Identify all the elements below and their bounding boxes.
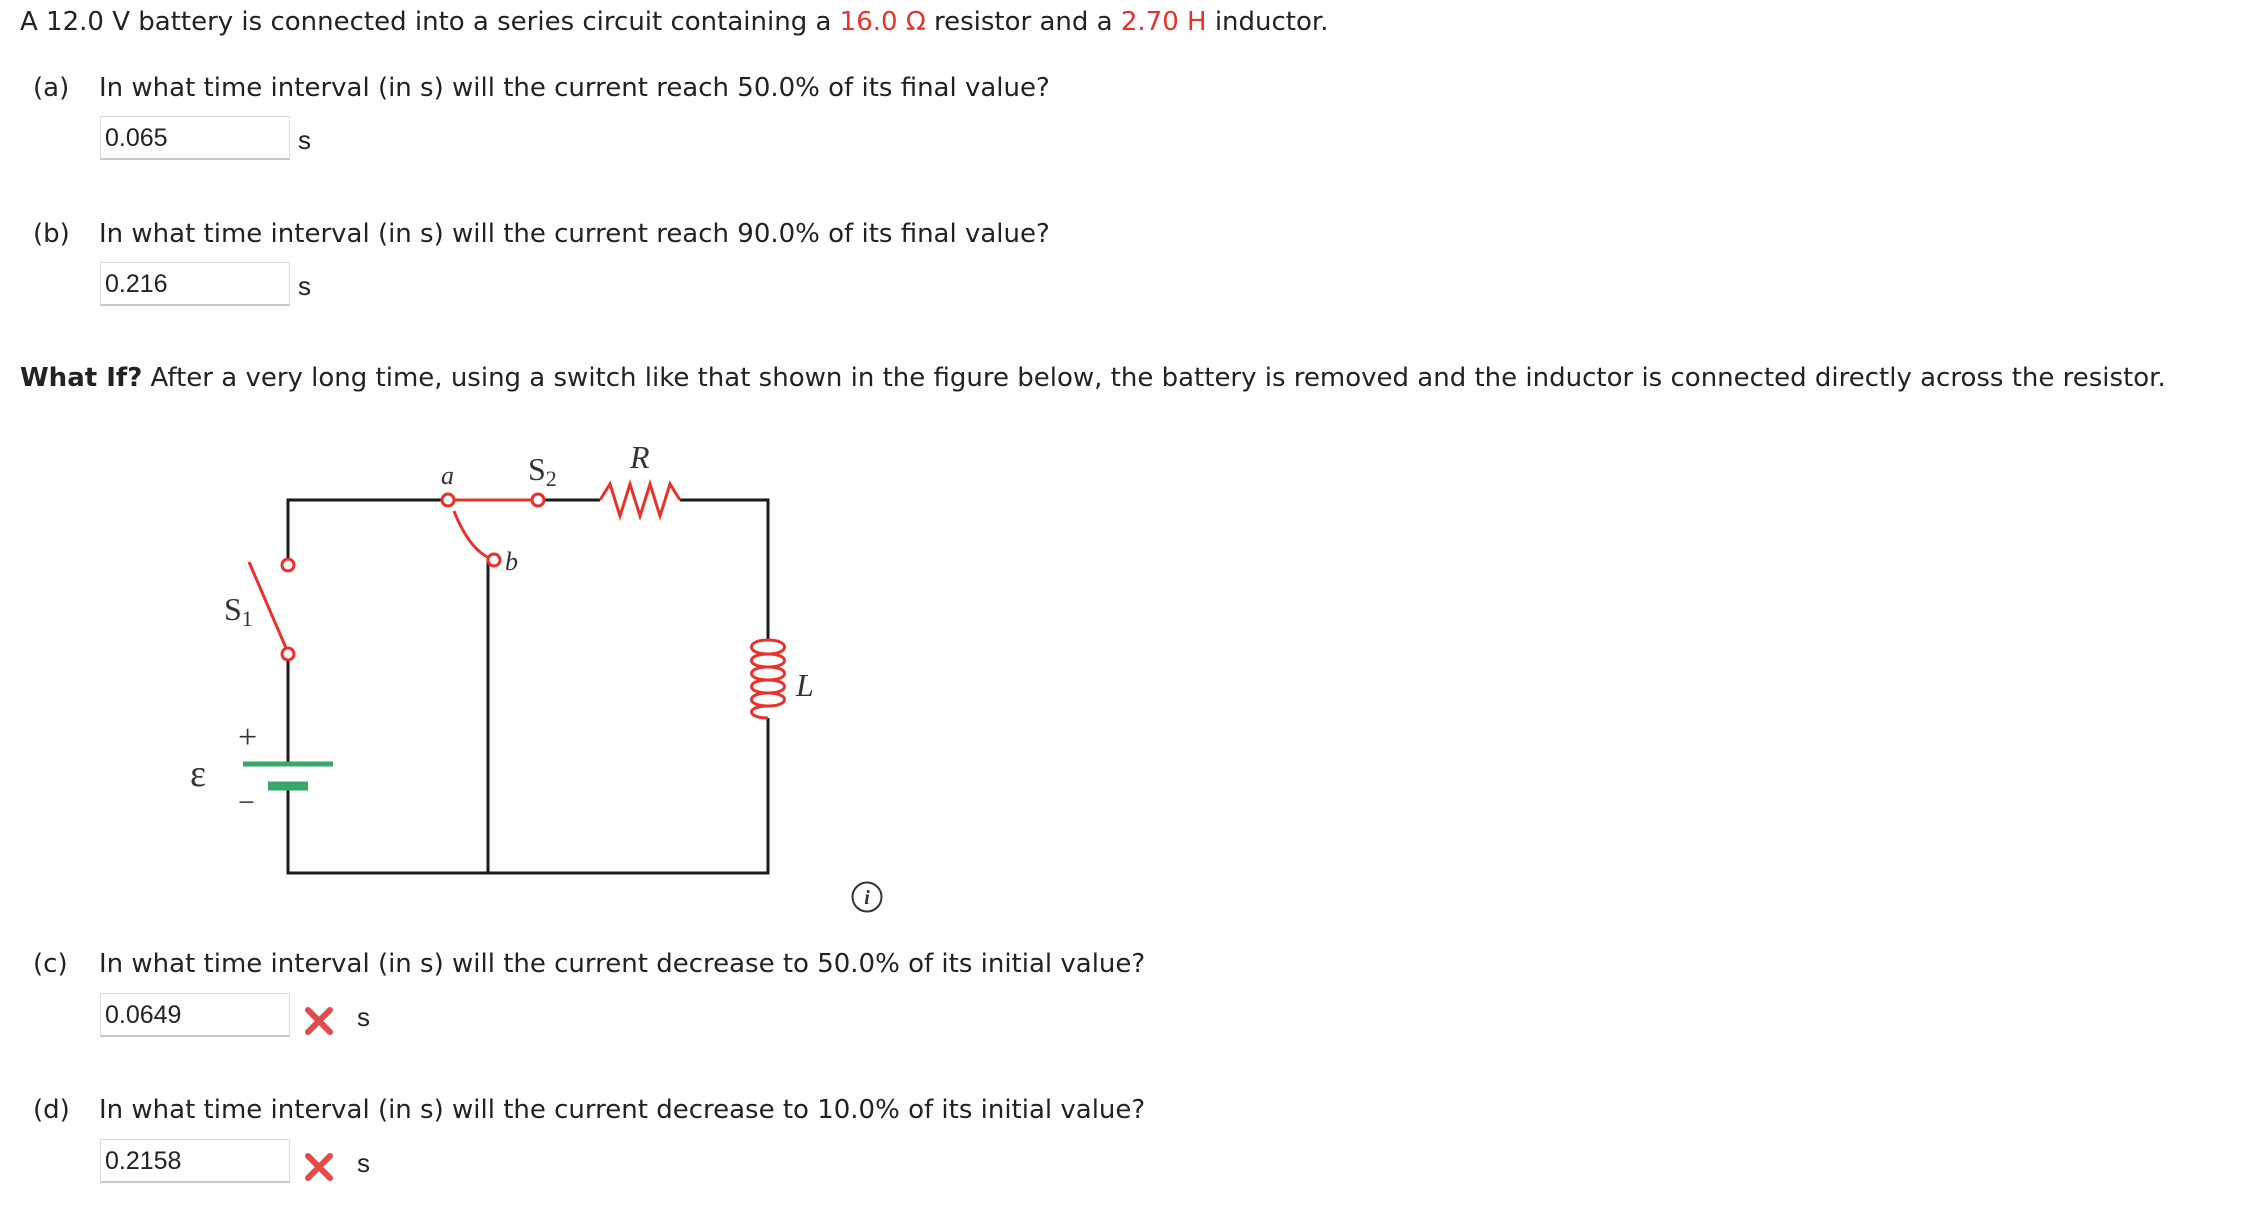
inductor — [752, 640, 785, 718]
switch-s2 — [442, 494, 544, 566]
part-d-label: (d) — [33, 1095, 70, 1125]
problem-intro: A 12.0 V battery is connected into a series circuit containing a — [20, 7, 840, 37]
label-s2 — [528, 451, 557, 491]
part-d-answer-input[interactable]: 0.2158 — [100, 1139, 290, 1183]
part-b-text: In what time interval (in s) will the current reach 90.0% of its final value? — [99, 219, 1050, 249]
label-minus: − — [238, 786, 255, 819]
info-icon[interactable] — [850, 880, 884, 914]
part-d-question — [33, 1094, 1145, 1126]
part-c-unit: s — [357, 1002, 370, 1032]
part-a-unit: s — [298, 125, 311, 155]
battery — [243, 764, 333, 786]
label-a: a — [441, 461, 454, 490]
label-emf: ε — [190, 753, 206, 795]
part-c-answer-input[interactable]: 0.0649 — [100, 993, 290, 1037]
inductance-value: 2.70 H — [1120, 7, 1207, 37]
part-a-question — [33, 72, 1050, 104]
problem-intro-mid: resistor and a — [925, 7, 1121, 37]
part-a-answer-input[interactable]: 0.065 — [100, 116, 290, 160]
switch-s1 — [249, 559, 294, 660]
label-l: L — [796, 667, 814, 703]
label-r: R — [630, 440, 650, 475]
part-b-question — [33, 218, 1050, 250]
resistance-value: 16.0 Ω — [839, 7, 926, 37]
label-s1 — [224, 591, 253, 631]
part-c-text: In what time interval (in s) will the current decrease to 50.0% of its initial value? — [99, 949, 1146, 979]
circuit-figure — [180, 440, 880, 890]
label-plus: + — [238, 719, 258, 756]
label-s2-main: S — [528, 451, 546, 487]
label-s1-main: S — [224, 591, 242, 627]
what-if-text: After a very long time, using a switch like that shown in the figure below, the battery is removed and the inductor is connected directly across the resistor. — [142, 363, 2166, 393]
label-s1-sub: 1 — [241, 606, 253, 631]
label-s2-sub: 2 — [545, 466, 557, 491]
part-c-x-mark-icon — [302, 1004, 336, 1038]
part-d-text: In what time interval (in s) will the current decrease to 10.0% of its initial value? — [99, 1095, 1146, 1125]
svg-text:i: i — [864, 887, 870, 909]
part-a-text: In what time interval (in s) will the current reach 50.0% of its final value? — [99, 73, 1050, 103]
part-c-question — [33, 948, 1145, 980]
part-b-label: (b) — [33, 219, 70, 249]
part-b-answer-input[interactable]: 0.216 — [100, 262, 290, 306]
problem-intro-end: inductor. — [1206, 7, 1329, 37]
what-if-statement — [20, 362, 2166, 394]
label-b: b — [505, 547, 518, 576]
part-a-label: (a) — [33, 73, 70, 103]
what-if-lead: What If? — [20, 363, 143, 393]
part-d-unit: s — [357, 1148, 370, 1178]
circuit-wires — [288, 500, 768, 873]
resistor — [600, 484, 680, 516]
part-c-label: (c) — [33, 949, 68, 979]
part-d-x-mark-icon — [302, 1150, 336, 1184]
problem-statement — [20, 6, 1328, 38]
part-b-unit: s — [298, 271, 311, 301]
